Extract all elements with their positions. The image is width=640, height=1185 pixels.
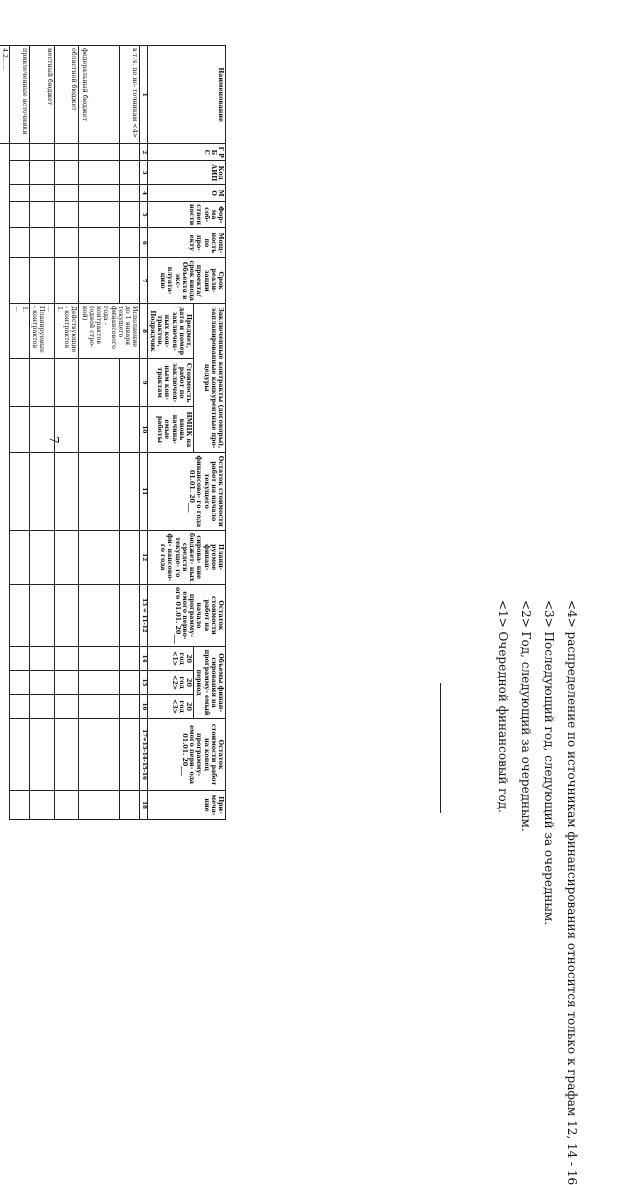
table-row-vtch [119,46,140,820]
cell [9,719,29,791]
row-label-vtch: в т.ч. по ис- точникам <4> [119,46,140,144]
cell [9,791,29,820]
cell [79,671,119,695]
header-planiruemoe: Плани- руемое финан- сирова- ние бюджет- ных средств текуще- го фи- нансово- го года [147,530,225,584]
col-num: 15 [140,671,147,695]
col-num: 11 [140,452,147,530]
header-mo: М О [147,185,225,202]
cell [79,584,119,646]
cell [9,201,29,227]
cell [54,791,79,820]
cell [79,185,119,202]
cell [119,719,140,791]
cell [79,258,119,304]
cell [29,530,54,584]
row-ellipsis-1: ... Планируемые - контрактов [29,303,54,358]
footnote-2: <2> Год, следующий за очередным. [519,600,533,832]
cell [119,144,140,161]
cell [0,144,9,820]
page-number: 7 [47,436,61,444]
cell [9,359,29,407]
table-row-last [0,46,9,820]
row-label-oblastnoy: областной бюджет [54,46,79,144]
col-num: 13 = 11-12 [140,584,147,646]
cell [29,791,54,820]
col-num: 6 [140,228,147,258]
header-contracts-group: Заключенные контракты (договоры), запланированные конкурентные про- цедуры [194,303,226,452]
cell [79,719,119,791]
cell [79,695,119,719]
header-grbs: Г Р Б С [147,144,225,161]
cell [54,185,79,202]
column-numbers-row [140,46,147,820]
col-num: 7 [140,258,147,304]
footnote-separator [440,683,441,813]
cell [29,144,54,161]
cell [54,452,79,530]
header-ostatok-end: Остаток стоимости работ на конец программу- емого пери- ода 01.01. 20___ [147,719,225,791]
cell [29,258,54,304]
header-year-3: 20 год <3> [147,695,193,719]
cell [29,452,54,530]
header-nmck: НМЦК на вновь начина- емые работы [147,407,193,453]
footnote-3: <3> Последующий год, следующий за очередным. [542,600,556,926]
cell [119,584,140,646]
cell [54,530,79,584]
col-num: 10 [140,407,147,453]
header-moshchnost: Мощ- ность по про- екту [147,228,225,258]
cell [54,671,79,695]
header-ostatok-start: Остаток стоимости работ на начало текущего финансово- го года 01.01. 20___ [147,452,225,530]
cell [79,407,119,453]
cell [119,695,140,719]
cell [9,407,29,453]
table-row-privlechennye [9,46,29,820]
cell [29,201,54,227]
cell [29,407,54,453]
cell [29,228,54,258]
header-obem-group: Объемы финан- сирования на программу- емый период [194,647,226,719]
col-num: 5 [140,201,147,227]
header-forma: Фор- ма соб- ствен ности [147,201,225,227]
cell [29,695,54,719]
cell [79,201,119,227]
cell [119,201,140,227]
cell [119,359,140,407]
cell [79,144,119,161]
cell [119,185,140,202]
table-rotator [0,45,226,820]
cell [79,452,119,530]
table-row-federal [79,46,119,820]
cell [9,584,29,646]
row-deystvuyushchie: Действующие - контрактов 1. [54,303,79,358]
row-label-federal: федеральный бюджет [79,46,119,144]
cell [29,647,54,671]
cell [119,647,140,671]
cell [29,719,54,791]
col-num: 2 [140,144,147,161]
cell [119,258,140,304]
header-srok: Срок реали- зации проекта/ срок ввода Объекта в экс- плуата- цию [147,258,225,304]
cell [29,671,54,695]
cell [54,695,79,719]
header-row-1 [194,46,226,820]
header-ostatok-plan-start: Остаток стоимости работ на начало программу- емого перво- ого 01.01. 20___ [147,584,225,646]
cell [9,452,29,530]
cell [9,185,29,202]
row-ispolnenie: Исполнение до 1 января текущего финансового года - контрактов (одной стро- кой) [79,303,140,358]
cell [119,530,140,584]
header-predmet: Предмет, дата и номер заключен- ных кон- трактов, Подрядчик [147,303,193,358]
cell [119,452,140,530]
cell [9,530,29,584]
table-row-mestnyy [29,46,54,820]
cell [119,671,140,695]
cell [9,161,29,185]
row-label-privlechennye: привлеченные источники [9,46,29,144]
cell [119,791,140,820]
col-num: 17=13-14-15-16 [140,719,147,791]
header-kod-aip: Код АИП [147,161,225,185]
col-num: 3 [140,161,147,185]
col-num: 9 [140,359,147,407]
cell [54,719,79,791]
header-primechanie: При- меча- ние [147,791,225,820]
col-num: 14 [140,647,147,671]
col-num: 1 [140,46,147,144]
table-row-oblastnoy [54,46,79,820]
cell [9,671,29,695]
col-num: 16 [140,695,147,719]
rotated-table-container [0,45,226,820]
cell [54,647,79,671]
cell [79,791,119,820]
col-num: 18 [140,791,147,820]
cell [29,584,54,646]
cell [54,228,79,258]
cell [29,359,54,407]
cell [119,161,140,185]
cell [119,228,140,258]
cell [9,695,29,719]
cell [54,258,79,304]
cell [79,530,119,584]
row-label-mestnyy: местный бюджет [29,46,54,144]
cell [9,228,29,258]
col-num: 8 [140,303,147,358]
cell [54,201,79,227]
cell [54,584,79,646]
cell [79,228,119,258]
cell [54,359,79,407]
header-name: Наименование [147,46,225,144]
financing-table [0,45,226,820]
cell [9,144,29,161]
header-year-1: 20 год <1> [147,647,193,671]
cell [54,161,79,185]
cell [79,359,119,407]
footnote-4: <4> распределение по источникам финансирования относится только к графам 12, 14 - 16 [565,600,579,1185]
footnote-1: <1> Очередной финансовый год. [496,600,510,813]
cell [29,161,54,185]
cell [9,647,29,671]
cell [79,647,119,671]
cell [119,407,140,453]
row-item-1b: 1. ... [9,303,29,358]
header-stoimost: Стоимость работ по заключен- ным кон- трактам [147,359,193,407]
cell [54,407,79,453]
cell [9,258,29,304]
row-label-last: 4.2...... [0,46,9,144]
cell [79,161,119,185]
header-year-2: 20 год <2> [147,671,193,695]
col-num: 12 [140,530,147,584]
cell [29,185,54,202]
col-num: 4 [140,185,147,202]
cell [54,144,79,161]
